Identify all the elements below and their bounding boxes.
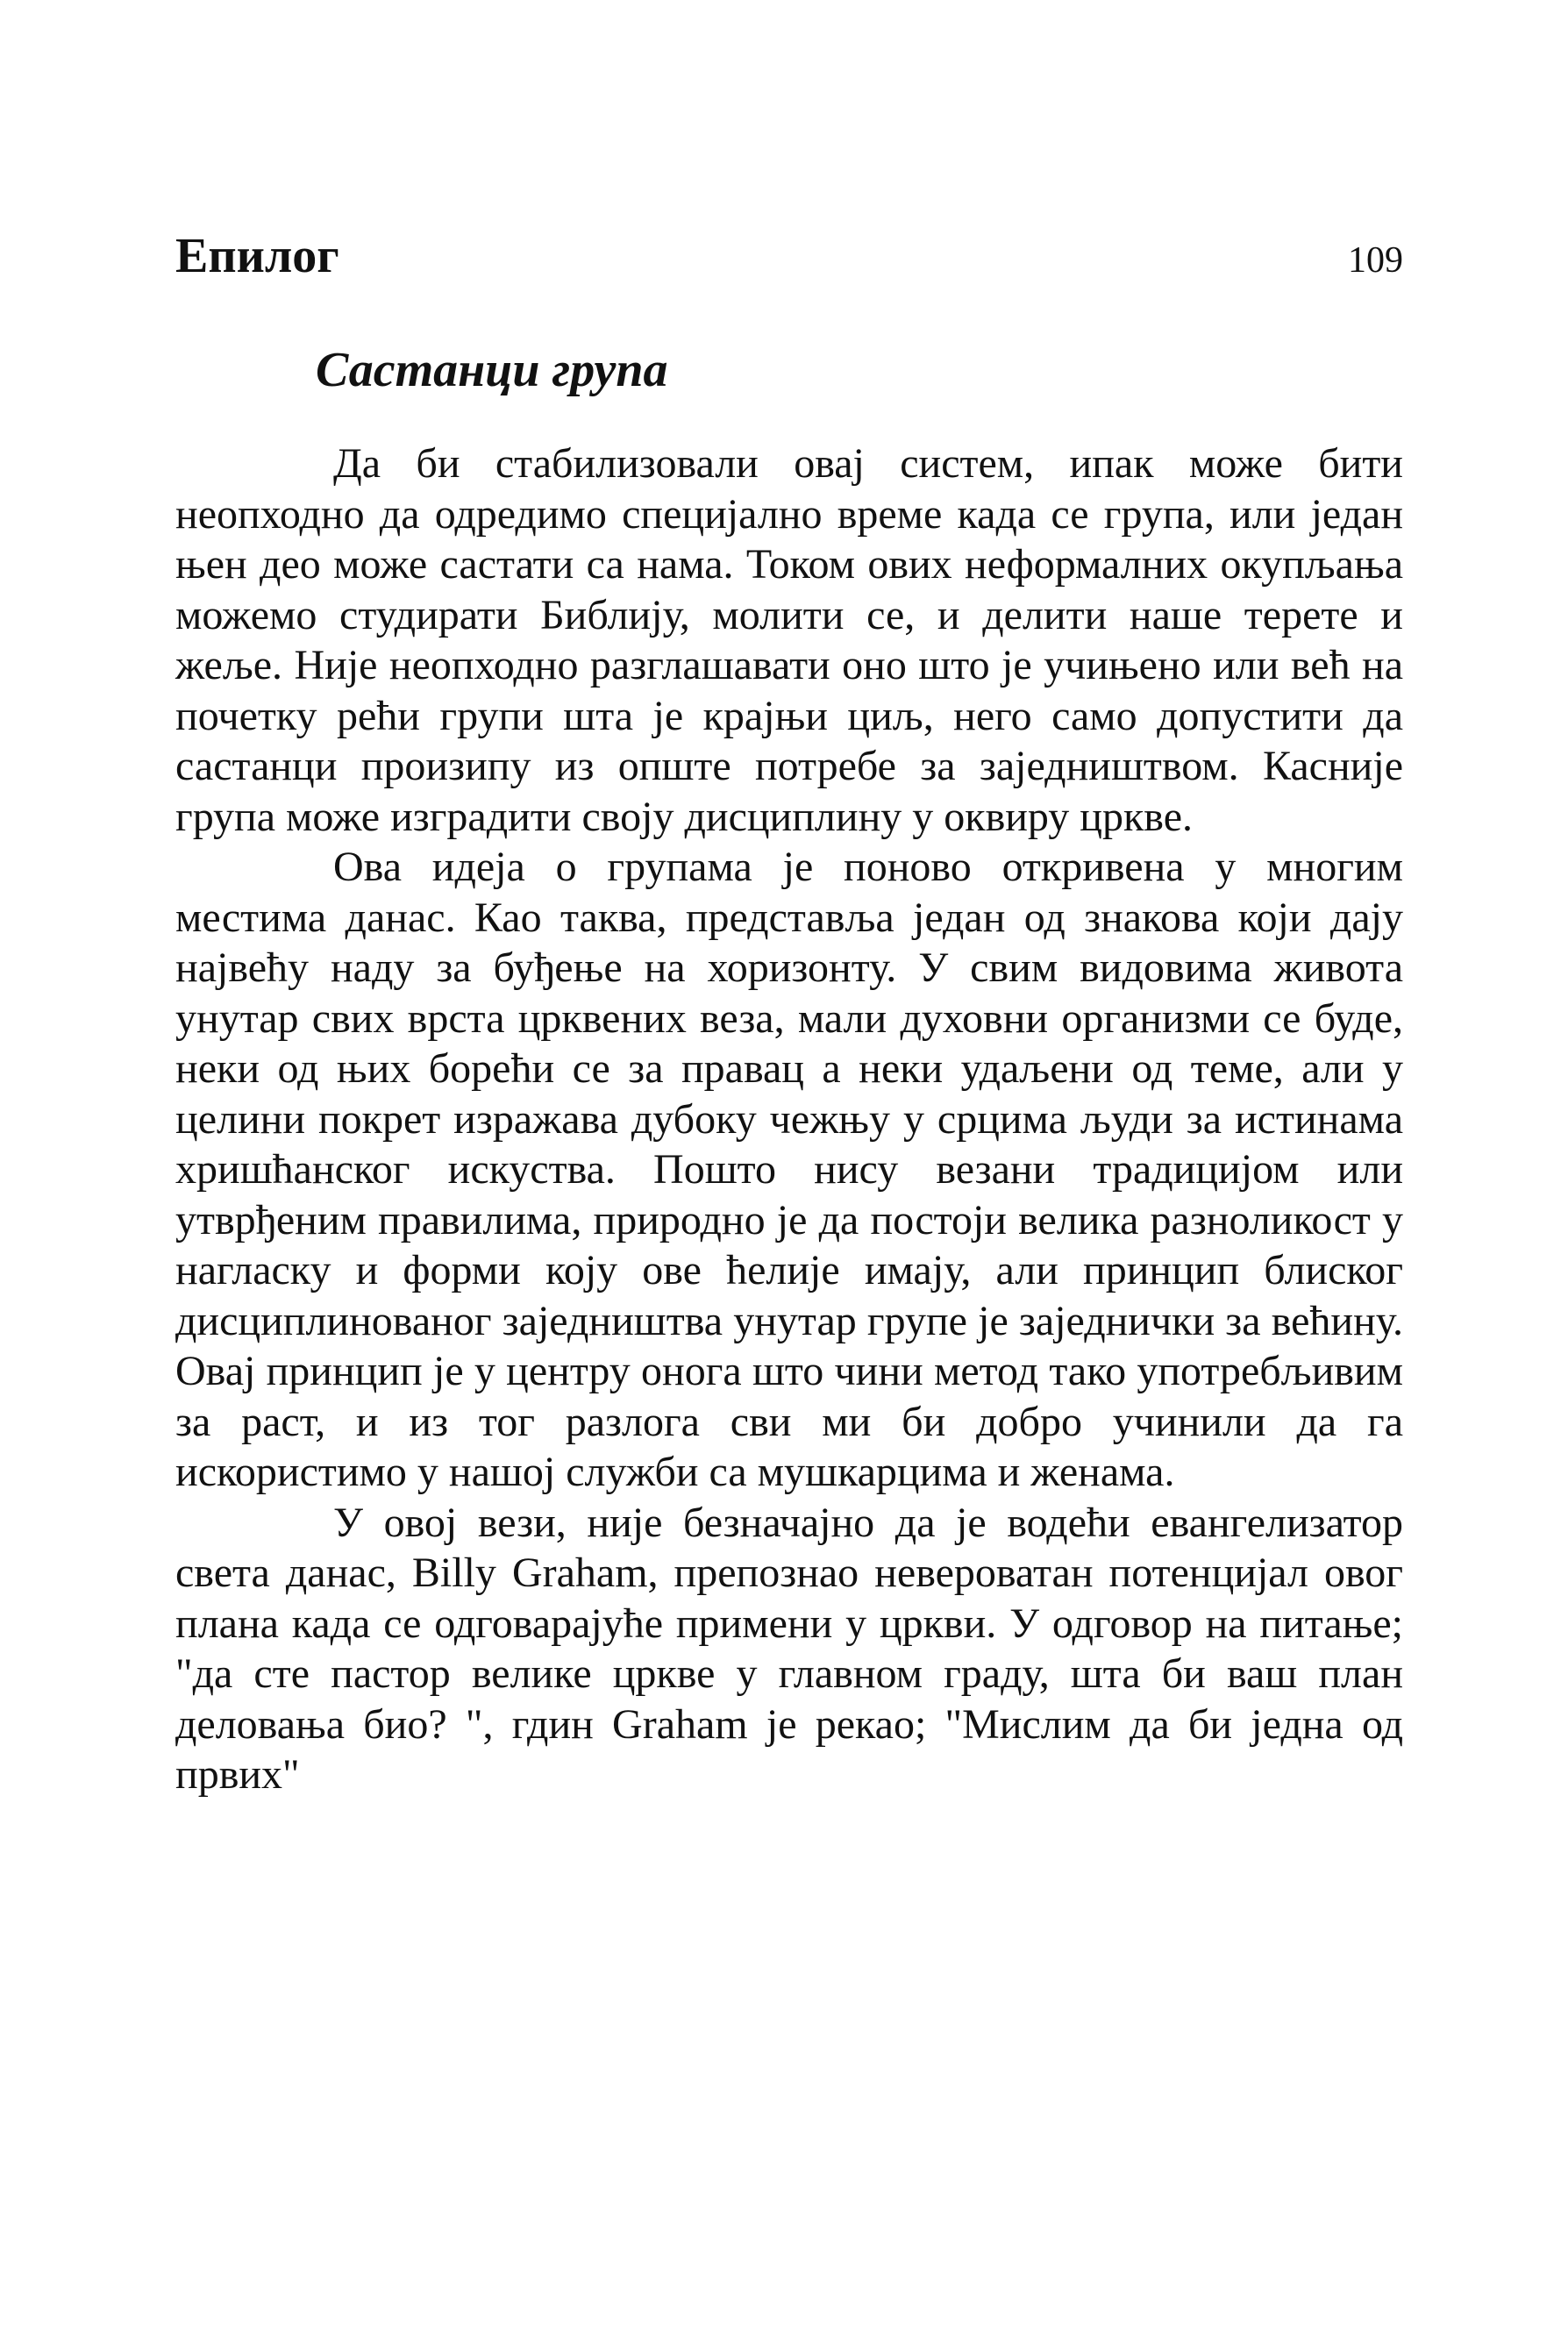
paragraph: Ова идеја о групама је поново откривена у многим местима данас. Као таква, представља један од знакова који дају највећу наду за буђење на хоризонту. У свим видовима живота унутар свих врста црквених веза, мали духовни организми се буде, неки од њих борећи се за правац а неки удаљени од теме, али у целини покрет изражава дубоку чежњу у срцима људи за истинама хришћанског искуства. Пошто нису везани традицијом или утврђеним правилима, природно је да постоји велика разноликост у нагласку и форми коју ове ћелије имају, али принцип блиског дисциплинованог заједништва унутар групе је заједнички за већину. Овај принцип је у центру онога што чини метод тако употребљивим за раст, и из тог разлога сви ми би добро учинили да га искористимо у нашој служби са мушкарцима и женама. — [175, 844, 1403, 1495]
page-number: 109 — [1348, 240, 1403, 281]
section-title: Састанци група — [316, 343, 668, 397]
page-header — [175, 228, 1403, 298]
running-head: Епилог — [175, 229, 339, 283]
paragraph: Да би стабилизовали овај систем, ипак може бити неопходно да одредимо специјално време када се група, или један њен део може састати са нама. Током ових неформалних окупљања можемо студирати Библију, молити се, и делити наше терете и жеље. Није неопходно разглашавати оно што је учињено или већ на почетку рећи групи шта је крајњи циљ, него само допустити да састанци произипу из опште потребе за заједништвом. Касније група може изградити своју дисциплину у оквиру цркве. — [175, 440, 1403, 840]
body-text — [175, 438, 1403, 1800]
paragraph: У овој вези, није безначајно да је водећи евангелизатор света данас, Billy Graham, препознао невероватан потенцијал овог плана када се одговарајуће примени у цркви. У одговор на питање; "да сте пастор велике цркве у главном граду, шта би ваш план деловања био? ", гдин Graham је рекао; "Мислим да би једна од првих" — [175, 1499, 1403, 1798]
